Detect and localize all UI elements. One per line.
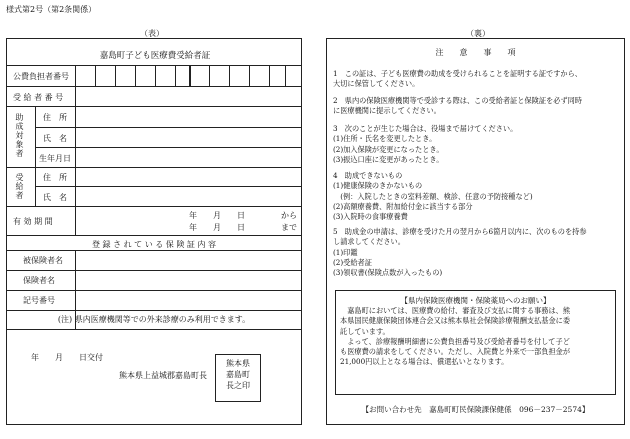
recipient-name-label: 氏 名 [43, 193, 67, 202]
note-item-1: 1 この証は、子ども医療費の助成を受けられることを証明する証ですから、 大切に保管してください。 [333, 69, 582, 89]
request-box-title: 【県内保険医療機関・保険薬局へのお願い】 [400, 296, 551, 305]
note-item-3: 3 次のことが生じた場合は、役場まで届けてください。 (1)住所・氏名を変更したとき。 (2)加入保険が変更になったとき。 (3)振込口座に変更があったとき。 [333, 124, 518, 164]
symbol-number-label: 記号番号 [23, 296, 55, 305]
note-item-5: 5 助成金の申請は、診療を受けた月の翌月から6箇月以内に、次のものを持参 し請求してください。 (1)印鑑 (2)受給者証 (3)領収書(保険点数が入ったもの) [333, 227, 587, 278]
form-number: 様式第2号（第2条関係） [6, 5, 97, 14]
insurer-name-label: 保険者名 [23, 276, 55, 285]
subject-address-label: 住 所 [43, 113, 67, 122]
issue-date: 年 月 日交付 [31, 353, 103, 362]
contact-info: 【お問い合わせ先 嘉島町町民保険課保健係 096－237－2574】 [361, 405, 590, 414]
front-side-label: （表） [140, 29, 164, 38]
note-item-2: 2 県内の保険医療機関等で受診する際は、この受給者証と保険証を必ず同時 に医療機関に提示してください。 [333, 96, 582, 116]
insured-name-label: 被保険者名 [23, 256, 63, 265]
subject-name-label: 氏 名 [43, 134, 67, 143]
period-from: から [281, 211, 297, 220]
request-box-text: 嘉島町においては、医療費の給付、審査及び支払に関する事務は、熊 本県国民健康保険団体連合会又は熊本県社会保険診療報酬支払基金に委 託しています。 よって、診療報酬明細書に公費負担番号及び受給者番号を付して子ど も医療費の請求をしてください。ただし、入院費と外来で一部負担金が 21,000円以上となる場合は、償還払いとなります。 [340, 306, 571, 367]
back-card [326, 38, 625, 425]
issuer: 熊本県上益城郡嘉島町長 [119, 371, 207, 380]
official-seal: 熊本県 嘉島町 長之印 [215, 354, 261, 402]
note-item-4: 4 助成できないもの (1)健康保険のきかないもの (例：入院したときの室料差額、検診、任意の予防接種など) (2)高額療養費、附加給付金に該当する部分 (3)入院時の食事療養費 [333, 171, 533, 222]
valid-period-label: 有 効 期 間 [13, 217, 53, 226]
period-to: まで [281, 223, 297, 232]
recipient-number-label: 受 給 者 番 号 [13, 93, 64, 102]
subject-group-label: 助成対象者 [15, 113, 24, 158]
recipient-group-label: 受給者 [15, 173, 24, 200]
period-end-date: 年 月 日 [189, 223, 245, 232]
prefecture-note: (注) 県内医療機関等での外来診療のみ利用できます。 [57, 315, 251, 324]
card-title: 嘉島町子ども医療費受給者証 [99, 51, 211, 61]
birthdate-label: 生年月日 [39, 154, 71, 163]
request-box [335, 290, 616, 395]
period-start-date: 年 月 日 [189, 211, 245, 220]
back-side-label: （裏） [466, 29, 490, 38]
front-card [6, 38, 302, 425]
payer-number-label: 公費負担者番号 [13, 72, 69, 81]
insurance-header: 登 録 さ れ て い る 保 険 証 内 容 [92, 240, 216, 249]
notes-title: 注 意 事 項 [435, 48, 516, 57]
recipient-address-label: 住 所 [43, 173, 67, 182]
